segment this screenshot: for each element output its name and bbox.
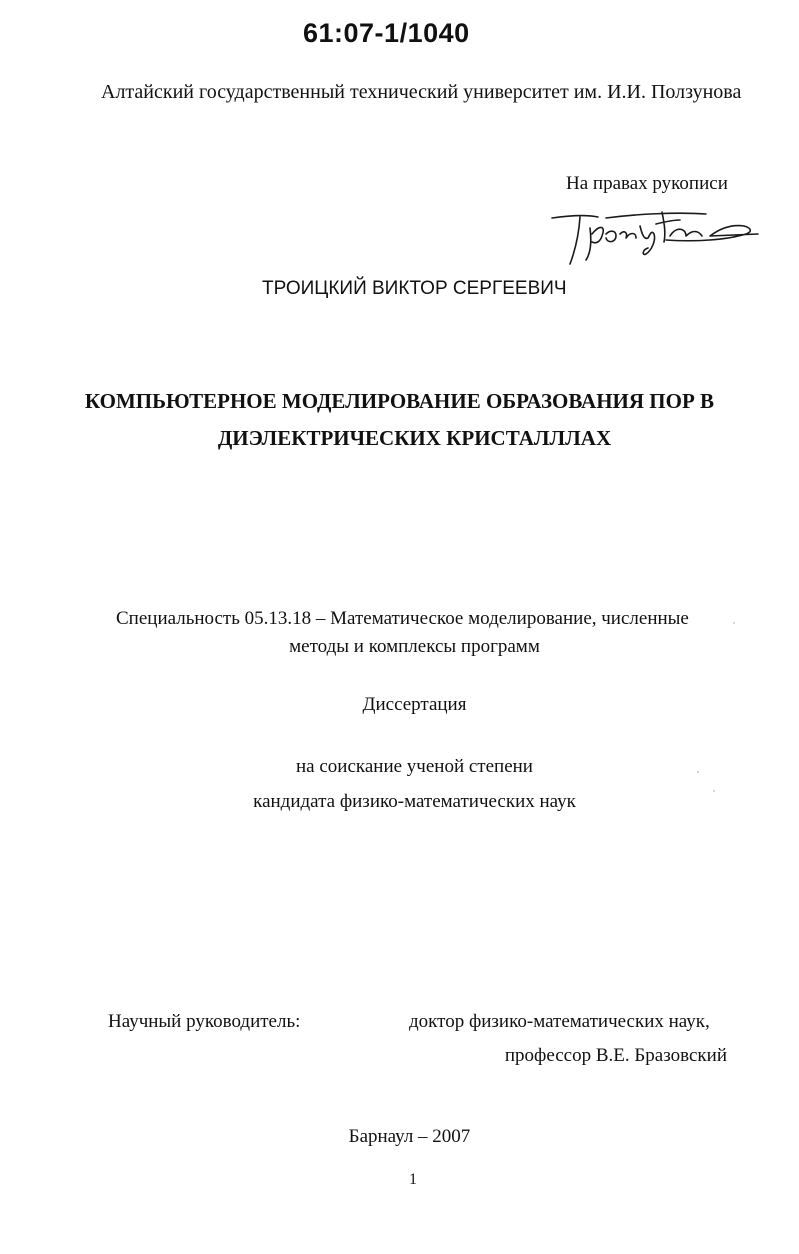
specialty-line-2: методы и комплексы программ: [289, 636, 540, 657]
scan-speck: [697, 771, 699, 773]
catalog-number: 61:07-1/1040: [303, 18, 470, 48]
author-name: ТРОИЦКИЙ ВИКТОР СЕРГЕЕВИЧ: [262, 278, 567, 299]
manuscript-rights: На правах рукописи: [566, 173, 728, 194]
city-year: Барнаул – 2007: [348, 1126, 471, 1147]
specialty-line-1: Специальность 05.13.18 – Математическое моделирование, численные: [116, 608, 689, 629]
author-signature: [546, 204, 761, 270]
degree-line-2: кандидата физико-математических наук: [253, 791, 576, 812]
thesis-title-line-1: КОМПЬЮТЕРНОЕ МОДЕЛИРОВАНИЕ ОБРАЗОВАНИЯ ПОР В: [84, 389, 715, 413]
supervisor-name: профессор В.Е. Бразовский: [504, 1045, 727, 1066]
page-number: 1: [409, 1171, 417, 1188]
supervisor-label: Научный руководитель:: [108, 1011, 301, 1032]
supervisor-degree: доктор физико-математических наук,: [409, 1011, 710, 1032]
thesis-title-line-2: ДИЭЛЕКТРИЧЕСКИХ КРИСТАЛЛЛАХ: [217, 426, 612, 450]
university-name: Алтайский государственный технический университет им. И.И. Ползунова: [101, 81, 742, 103]
scan-speck: [713, 790, 715, 792]
degree-line-1: на соискание ученой степени: [296, 756, 533, 777]
scan-speck: [733, 622, 735, 624]
work-type: Диссертация: [362, 694, 467, 715]
